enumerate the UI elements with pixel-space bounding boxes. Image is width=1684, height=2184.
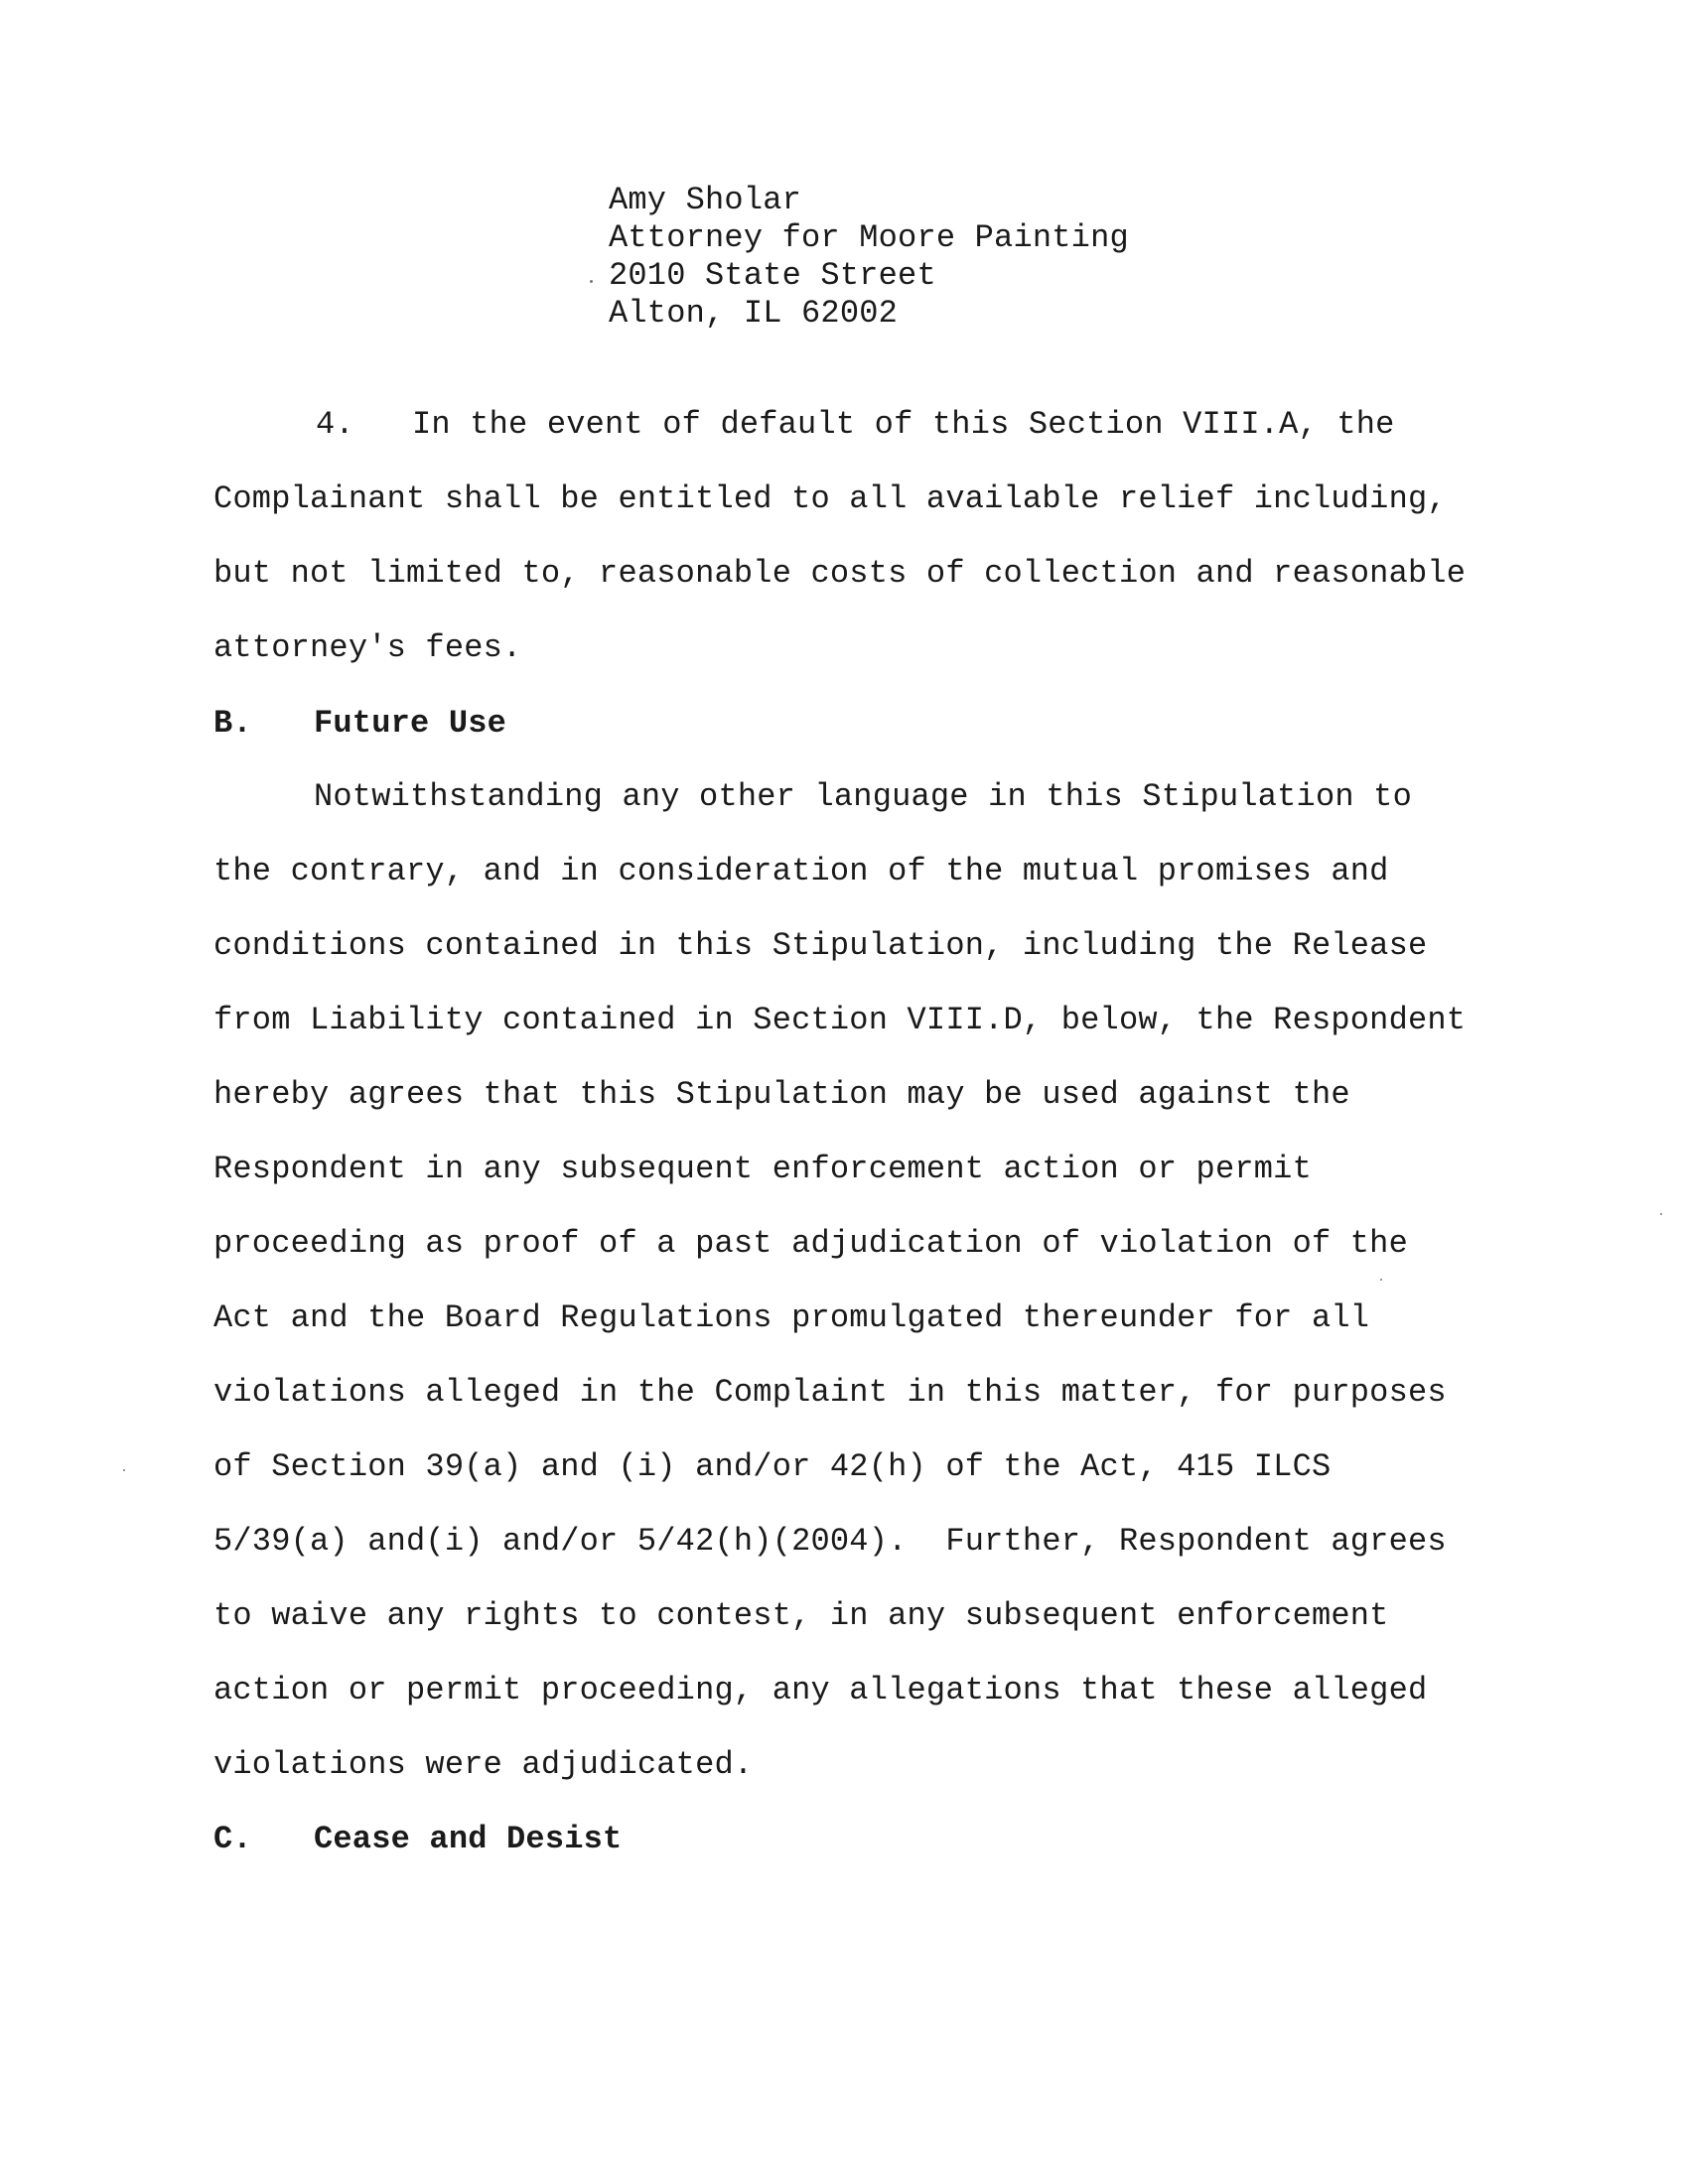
section-b-line: violations alleged in the Complaint in this matter, for purposes <box>213 1374 1447 1411</box>
attorney-title: Attorney for Moore Painting <box>609 219 1129 256</box>
section-b-line: to waive any rights to contest, in any subsequent enforcement <box>213 1597 1389 1634</box>
section-b-line: Act and the Board Regulations promulgated thereunder for all <box>213 1299 1370 1336</box>
paragraph-4-line: but not limited to, reasonable costs of collection and reasonable <box>213 555 1467 592</box>
section-b-line: action or permit proceeding, any allegations that these alleged <box>213 1672 1428 1708</box>
section-b-line: violations were adjudicated. <box>213 1746 754 1783</box>
scan-speck <box>1660 1213 1662 1215</box>
section-b-line: 5/39(a) and(i) and/or 5/42(h)(2004). Further, Respondent agrees <box>213 1523 1447 1560</box>
section-b-line: the contrary, and in consideration of the mutual promises and <box>213 853 1389 889</box>
section-c-title: Cease and Desist <box>314 1821 623 1857</box>
scan-speck <box>1380 1279 1382 1281</box>
section-b-line: of Section 39(a) and (i) and/or 42(h) of the Act, 415 ILCS <box>213 1448 1332 1485</box>
paragraph-4-number: 4. <box>316 406 354 443</box>
scan-speck <box>590 280 593 283</box>
paragraph-4-line: attorney's fees. <box>213 629 522 666</box>
attorney-street: 2010 State Street <box>609 257 936 294</box>
paragraph-4-line: In the event of default of this Section VIII.A, the <box>412 406 1395 443</box>
section-b-title: Future Use <box>314 705 507 742</box>
section-b-line: hereby agrees that this Stipulation may be used against the <box>213 1076 1350 1113</box>
section-c-letter: C. <box>213 1821 252 1857</box>
section-b-line: proceeding as proof of a past adjudication of violation of the <box>213 1225 1408 1262</box>
section-b-line: Respondent in any subsequent enforcement action or permit <box>213 1151 1312 1187</box>
paragraph-4-line: Complainant shall be entitled to all available relief including, <box>213 480 1447 517</box>
attorney-name: Amy Sholar <box>609 182 802 218</box>
section-b-line: conditions contained in this Stipulation, including the Release <box>213 927 1428 964</box>
scan-speck <box>123 1469 125 1471</box>
section-b-line: from Liability contained in Section VIII.D, below, the Respondent <box>213 1002 1467 1038</box>
section-b-line: Notwithstanding any other language in this Stipulation to <box>314 778 1412 815</box>
section-b-letter: B. <box>213 705 252 742</box>
attorney-city: Alton, IL 62002 <box>609 295 899 332</box>
